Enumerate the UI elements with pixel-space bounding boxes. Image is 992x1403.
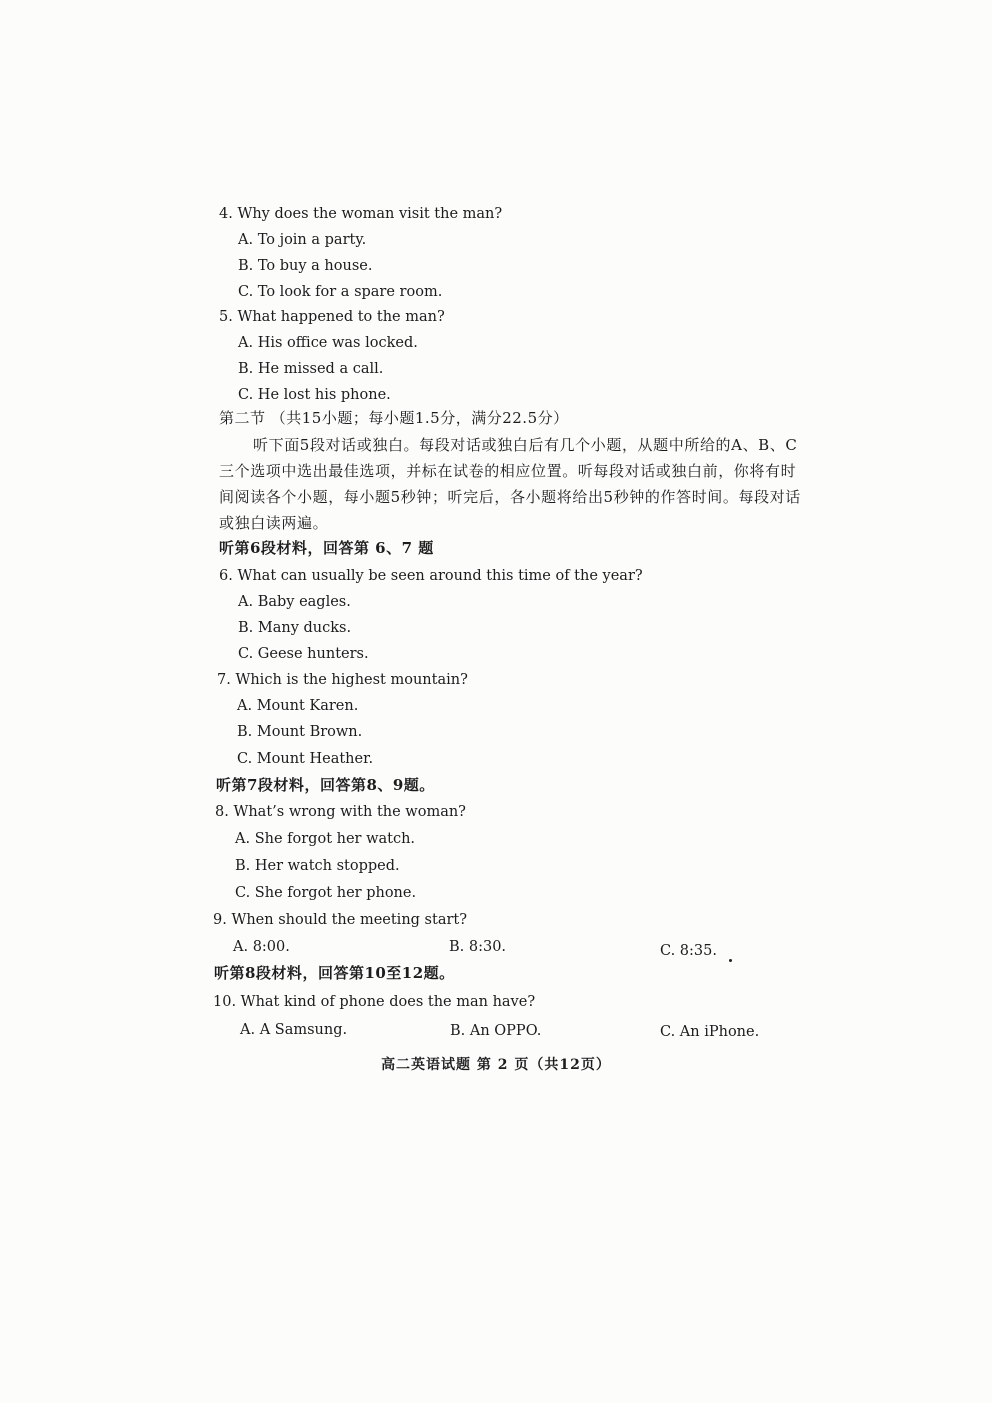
page-footer: 高二英语试题 第 2 页（共12页）	[381, 1057, 611, 1073]
question-5: 5. What happened to the man?	[219, 309, 445, 325]
question-7-option-b: B. Mount Brown.	[237, 724, 363, 740]
question-6-option-c: C. Geese hunters.	[238, 646, 369, 662]
material-8-label: 听第8段材料，回答第10至12题。	[214, 964, 455, 982]
question-4-option-c: C. To look for a spare room.	[238, 284, 443, 300]
question-10-option-a: A. A Samsung.	[240, 1022, 348, 1038]
question-5-option-b: B. He missed a call.	[238, 361, 384, 377]
question-7-option-a: A. Mount Karen.	[237, 698, 359, 714]
question-8-option-a: A. She forgot her watch.	[235, 831, 416, 847]
section-2-instructions: 听下面5段对话或独白。每段对话或独白后有几个小题，从题中所给的A、B、C三个选项中选出最佳选项，并标在试卷的相应位置。听每段对话或独白前，你将有时间阅读各个小题，每小题5秒钟；听完后，各小题将给出5秒钟的作答时间。每段对话或独白读两遍。	[219, 436, 801, 532]
question-9: 9. When should the meeting start?	[213, 912, 467, 928]
question-4-option-b: B. To buy a house.	[238, 258, 373, 274]
question-7: 7. Which is the highest mountain?	[217, 672, 468, 688]
question-6-option-b: B. Many ducks.	[238, 620, 352, 636]
material-6-label: 听第6段材料，回答第 6、7 题	[219, 539, 434, 557]
question-10: 10. What kind of phone does the man have?	[213, 994, 536, 1010]
section-2-heading: 第二节 （共15小题；每小题1.5分，满分22.5分）	[219, 409, 569, 427]
question-8-option-b: B. Her watch stopped.	[235, 858, 400, 874]
question-10-option-c: C. An iPhone.	[660, 1024, 760, 1040]
question-6: 6. What can usually be seen around this time of the year?	[219, 568, 643, 584]
question-7-option-c: C. Mount Heather.	[237, 751, 374, 767]
question-5-option-a: A. His office was locked.	[238, 335, 418, 351]
question-9-option-a: A. 8:00.	[233, 939, 290, 955]
question-8: 8. What’s wrong with the woman?	[215, 804, 466, 820]
question-4: 4. Why does the woman visit the man?	[219, 206, 503, 222]
question-10-option-b: B. An OPPO.	[450, 1023, 542, 1039]
question-8-option-c: C. She forgot her phone.	[235, 885, 417, 901]
scan-speck	[729, 959, 732, 962]
question-9-option-c: C. 8:35.	[660, 943, 717, 959]
material-7-label: 听第7段材料，回答第8、9题。	[216, 776, 435, 794]
question-6-option-a: A. Baby eagles.	[238, 594, 351, 610]
question-9-option-b: B. 8:30.	[449, 939, 507, 955]
question-4-option-a: A. To join a party.	[238, 232, 367, 248]
question-5-option-c: C. He lost his phone.	[238, 387, 391, 403]
